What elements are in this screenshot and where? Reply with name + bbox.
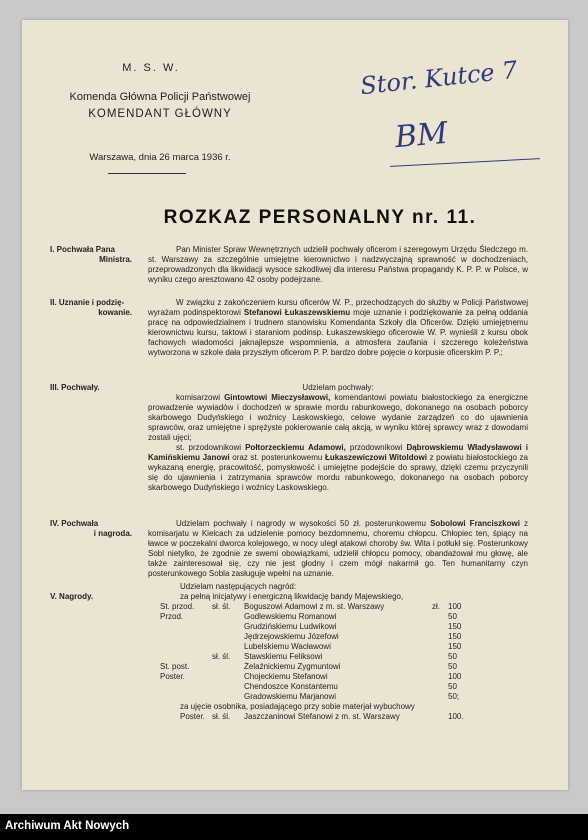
reward-service: sł. śl. (212, 602, 231, 611)
section-5-text: Udzielam następujących nagród: za pełną inicjatywy i energiczną likwidację bandy Majewskiego, St. przod. sł. śl. Boguszowi Adamowi z m. st. Warszawy zł. 100 Przod. Godlewskiemu Romanowi 50 Grudzińskiemu Ludwikowi 150 Jędrzejowskiemu Józefowi 150 Lubelskiemu Wacławowi 150 sł. śl. Stawskiemu Feliksowi 50 St. post. Żelaźnickiemu Zygmuntowi 50 Poster. Chojeckiemu Stefanowi 100 Chendoszce Konstantemu 50 Gradowskiemu Marjanowi 50; za ujęcie osobnika, posiadającego przy sobie materjał wybuchowy Poster. sł. śl. Jaszczaninowi Stefanowi z m. st. Warszawy 100. (148, 582, 528, 722)
reward-recipient: Żelaźnickiemu Zygmuntowi (244, 662, 341, 671)
reward-amount: 150 (448, 632, 462, 641)
person-name: Połtorzeckiemu Adamowi, (245, 443, 346, 452)
ministry-abbr: M. S. W. (122, 62, 180, 74)
reward-recipient: Stawskiemu Feliksowi (244, 652, 323, 661)
reward-row (148, 602, 528, 612)
reward-rank: Poster. (160, 672, 185, 681)
archive-name: Archiwum Akt Nowych (5, 820, 130, 832)
reward-amount: 100 (448, 602, 462, 611)
reward-recipient: Chojeckiemu Stefanowi (244, 672, 328, 681)
reward-service: sł. śl. (212, 652, 231, 661)
section-4-text: Udzielam pochwały i nagrody w wysokości 50 zł. posterunkowemu Sobolowi Franciszkowi z komisarjatu w Kielcach za udzielenie pomocy bezdomnemu, choremu chłopcu. Chłopiec ten, śpiący na ławce w poczekalni dworca kolejowego, w nocy uległ atakowi choroby św. Wita i potłukł się. Posterunkowy Sobl nietylko, że zgodnie ze swemi obowiązkami, udzielił chłopcu pomocy, obandażował mu głowę, ale także zainteresował się, czy nie jest głodny i czem mógł nakarmił go. Ten humanitarny czyn posterunkowego Sobla zasługuje wpełni na uznanie. (148, 519, 528, 578)
archive-footer (0, 814, 588, 840)
reward-recipient: Gradowskiemu Marjanowi (244, 692, 337, 701)
document-title: ROZKAZ PERSONALNY nr. 11. (163, 207, 477, 228)
reward-recipient: Chendoszce Konstantemu (244, 682, 338, 691)
handwritten-initials: BM (393, 115, 450, 156)
reward-rank: Przod. (160, 612, 184, 621)
reward-amount: 50 (448, 652, 457, 661)
reward-recipient: Boguszowi Adamowi z m. st. Warszawy (244, 602, 385, 611)
reward-amount: 100 (448, 672, 462, 681)
person-name: Gintowtowi Mieczysławowi, (224, 393, 331, 402)
reward-recipient: Jędrzejowskiemu Józefowi (244, 632, 339, 641)
section-1-text: Pan Minister Spraw Wewnętrznych udzielił pochwały oficerom i szeregowym Urzędu Śledczego m. st. Warszawy za szczególnie umiejętne kierownictwo i nadzwyczajną sprawność w dochodzeniach, przeprowadzonych dla likwidacji wysoce szkodliwej dla interesu Państwa propagandy K. P. P. w Polsce, w wyniku czego aresztowano 42 osoby podejrzane. (148, 245, 528, 284)
reward-currency: zł. (432, 602, 440, 611)
section-2-label: II. Uznanie i podzię- kowanie. (50, 298, 132, 317)
reward-row (148, 612, 528, 622)
reward-amount: 50 (448, 662, 457, 671)
reward-row (148, 682, 528, 692)
reward-row (148, 672, 528, 682)
person-name: Łukaszewiczowi Witoldowi (324, 453, 427, 462)
reward-amount: 150 (448, 642, 462, 651)
reward-row (148, 622, 528, 632)
reward-rank: St. przod. (160, 602, 195, 611)
reward-row (148, 652, 528, 662)
section-3-text: Udzielam pochwały: komisarzowi Gintowtowi Mieczysławowi, komendantowi powiatu białostockiego za energiczne prowadzenie wywiadów i dochodzeń w sprawie mordu rabunkowego, dokonanego na osobach poborcy skarbowego Dudyńskiego i woźnicy Laskowskiego, celowe wydanie zarządzeń co do ujawnienia sprawców, oraz umiejętne i sprężyste pokierowanie całą akcją, w wyniku której sprawcy wraz z dowodami zostali ujęci; st. przodownikowi Połtorzeckiemu Adamowi, przodownikowi Dąbrowskiemu Władysławowi i Kamińskiemu Janowi oraz st. posterunkowemu Łukaszewiczowi Witoldowi z powiatu białostockiego za wykazaną energię, pracowitość, pomysłowość i umiejętne podejście do sprawy, dzięki czemu przyczynili się do ujawnienia i zatrzymania sprawców mordu rabunkowego, dokonanego na osobach poborcy skarbowego Dudyńskiego i woźnicy Laskowskiego. (148, 383, 529, 492)
section-2-text: W związku z zakończeniem kursu oficerów W. P., przechodzących do służby w Policji Państwowej wyrażam podinspektorowi Stefanowi Łukaszewskiemu moje uznanie i podziękowanie za pełną oddania pracę na odpowiedzialnem i trudnem stanowisku Komendanta Szkoły dla Oficerów. Dzięki umiejętnemu kierownictwu kursu, taktowi i staraniom podinsp. Łukaszewskiego oficerowie W. P. wynieśli z kursu obok fachowych wiadomości jaknajlepsze wspomnienia, a atmosfera zaufania i szczerego koleżeństwa wytworzona w szkole dała przyszłym oficerom P. P. bardzo dobre pojęcie o korpusie oficerskim P. P.; (148, 298, 529, 357)
reward-row: Poster. sł. śl. Jaszczaninowi Stefanowi z m. st. Warszawy 100. (180, 712, 464, 721)
reward-recipient: Godlewskiemu Romanowi (244, 612, 337, 621)
capture-line: za ujęcie osobnika, posiadającego przy sobie materjał wybuchowy (180, 702, 415, 711)
person-name: Dąbrowskiemu Władysławowi i Kamińskiemu Janowi (148, 443, 528, 462)
document-date: Warszawa, dnia 26 marca 1936 r. (89, 152, 231, 163)
reward-row (148, 632, 528, 642)
reward-rank: St. post. (160, 662, 190, 671)
person-name: Sobolowi Franciszkowi (430, 519, 520, 528)
handwritten-note: Stor. Kutce 7 (358, 55, 519, 101)
commander-title: KOMENDANT GŁÓWNY (88, 108, 232, 120)
reward-amount: 150 (448, 622, 462, 631)
reward-amount: 50; (448, 692, 460, 701)
reward-list (148, 602, 528, 702)
reward-row (148, 642, 528, 652)
reward-row (148, 662, 528, 672)
office-name: Komenda Główna Policji Państwowej (69, 91, 251, 103)
person-name: Stefanowi Łukaszewskiemu (243, 308, 351, 317)
section-4-label: IV. Pochwała i nagroda. (50, 519, 132, 538)
reward-row (148, 692, 528, 702)
header-divider (108, 173, 186, 174)
reward-recipient: Lubelskiemu Wacławowi (244, 642, 331, 651)
section-1-label: I. Pochwała Pana Ministra. (50, 245, 132, 264)
reward-amount: 50 (448, 682, 457, 691)
reward-amount: 50 (448, 612, 457, 621)
section-3-label: III. Pochwały. (50, 383, 100, 392)
section-5-label: V. Nagrody. (50, 592, 94, 601)
reward-recipient: Grudzińskiemu Ludwikowi (244, 622, 337, 631)
